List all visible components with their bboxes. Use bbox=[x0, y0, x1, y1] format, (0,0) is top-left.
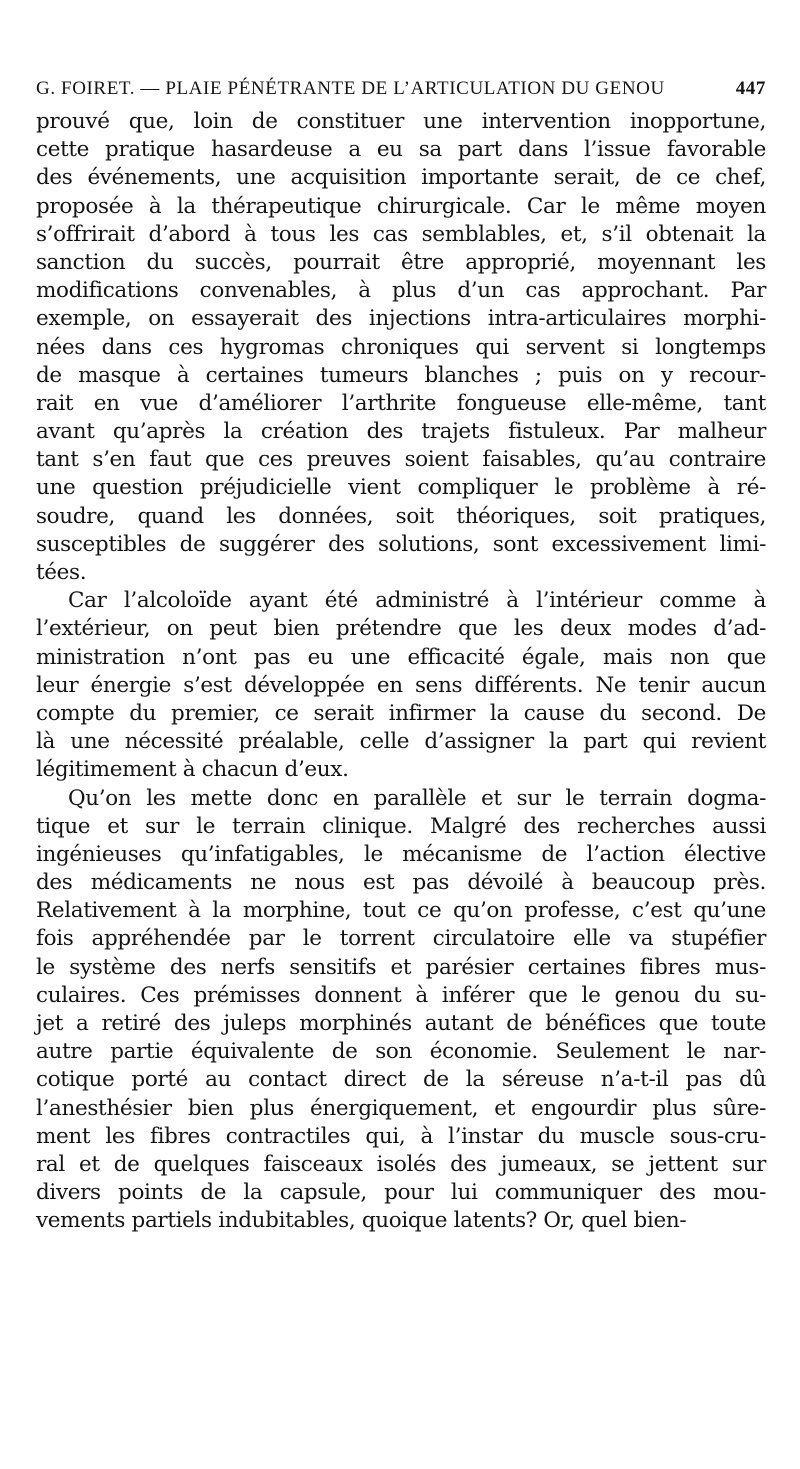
text-line: ral et de quelques faisceaux isolés des jumeaux, se jettent sur bbox=[36, 1151, 766, 1177]
text-line: tique et sur le terrain clinique. Malgré des recherches aussi bbox=[36, 813, 766, 839]
running-head bbox=[36, 78, 766, 102]
text-line: exemple, on essayerait des injections intra-articulaires morphi- bbox=[36, 306, 766, 332]
text-line: cette pratique hasardeuse a eu sa part dans l’issue favorable bbox=[36, 137, 766, 163]
text-line: soudre, quand les données, soit théoriques, soit pratiques, bbox=[36, 503, 766, 529]
text-line: ingénieuses qu’infatigables, le mécanisme de l’action élective bbox=[36, 841, 766, 867]
text-line: Qu’on les mette donc en parallèle et sur le terrain dogma- bbox=[68, 785, 766, 811]
text-line: avant qu’après la création des trajets fistuleux. Par malheur bbox=[36, 419, 766, 445]
text-line: tées. bbox=[36, 560, 87, 585]
page-number: 447 bbox=[735, 78, 766, 99]
text-line: l’extérieur, on peut bien prétendre que les deux modes d’ad- bbox=[36, 616, 766, 642]
text-line: une question préjudicielle vient compliquer le problème à ré- bbox=[36, 475, 766, 501]
text-line: s’offrirait d’abord à tous les cas semblables, et, s’il obtenait la bbox=[36, 221, 766, 247]
text-line: des événements, une acquisition importante serait, de ce chef, bbox=[36, 165, 766, 191]
text-line: ministration n’ont pas eu une efficacité égale, mais non que bbox=[36, 644, 766, 670]
text-line: proposée à la thérapeutique chirurgicale. Car le même moyen bbox=[36, 193, 766, 219]
text-line: Car l’alcoloïde ayant été administré à l’intérieur comme à bbox=[68, 588, 766, 614]
text-line: légitimement à chacun d’eux. bbox=[36, 757, 349, 783]
text-line: sanction du succès, pourrait être approprié, moyennant les bbox=[36, 249, 766, 275]
text-line: autre partie équivalente de son économie. Seulement le nar- bbox=[36, 1039, 766, 1065]
text-line: de masque à certaines tumeurs blanches ; puis on y recour- bbox=[36, 362, 766, 388]
text-line: modifications convenables, à plus d’un cas approchant. Par bbox=[36, 278, 766, 304]
body-text bbox=[36, 108, 766, 1236]
text-line: jet a retiré des juleps morphinés autant de bénéfices que toute bbox=[36, 1011, 766, 1036]
text-line: vements partiels indubitables, quoique latents? Or, quel bien- bbox=[36, 1208, 687, 1234]
text-line: prouvé que, loin de constituer une intervention inopportune, bbox=[36, 109, 766, 134]
text-line: tant s’en faut que ces preuves soient faisables, qu’au contraire bbox=[36, 447, 766, 473]
running-title: G. FOIRET. — PLAIE PÉNÉTRANTE DE L’ARTICULATION DU GENOU bbox=[36, 78, 665, 99]
text-line: là une nécessité préalable, celle d’assigner la part qui revient bbox=[36, 729, 766, 755]
text-line: des médicaments ne nous est pas dévoilé à beaucoup près. bbox=[36, 870, 766, 896]
text-line: le système des nerfs sensitifs et parésier certaines fibres mus- bbox=[36, 954, 766, 980]
text-line: divers points de la capsule, pour lui communiquer des mou- bbox=[36, 1180, 766, 1206]
text-line: cotique porté au contact direct de la séreuse n’a-t-il pas dû bbox=[36, 1067, 766, 1093]
text-line: Relativement à la morphine, tout ce qu’on professe, c’est qu’une bbox=[36, 898, 766, 924]
text-line: rait en vue d’améliorer l’arthrite fongueuse elle-même, tant bbox=[36, 390, 766, 416]
text-line: leur énergie s’est développée en sens différents. Ne tenir aucun bbox=[36, 672, 766, 698]
text-line: compte du premier, ce serait infirmer la cause du second. De bbox=[36, 700, 766, 726]
text-line: culaires. Ces prémisses donnent à inférer que le genou du su- bbox=[36, 982, 766, 1008]
text-line: nées dans ces hygromas chroniques qui servent si longtemps bbox=[36, 334, 766, 360]
text-line: l’anesthésier bien plus énergiquement, et engourdir plus sûre- bbox=[36, 1095, 766, 1121]
text-line: susceptibles de suggérer des solutions, sont excessivement limi- bbox=[36, 531, 766, 557]
text-line: fois appréhendée par le torrent circulatoire elle va stupéfier bbox=[36, 926, 766, 952]
text-line: ment les fibres contractiles qui, à l’instar du muscle sous-cru- bbox=[36, 1123, 766, 1149]
